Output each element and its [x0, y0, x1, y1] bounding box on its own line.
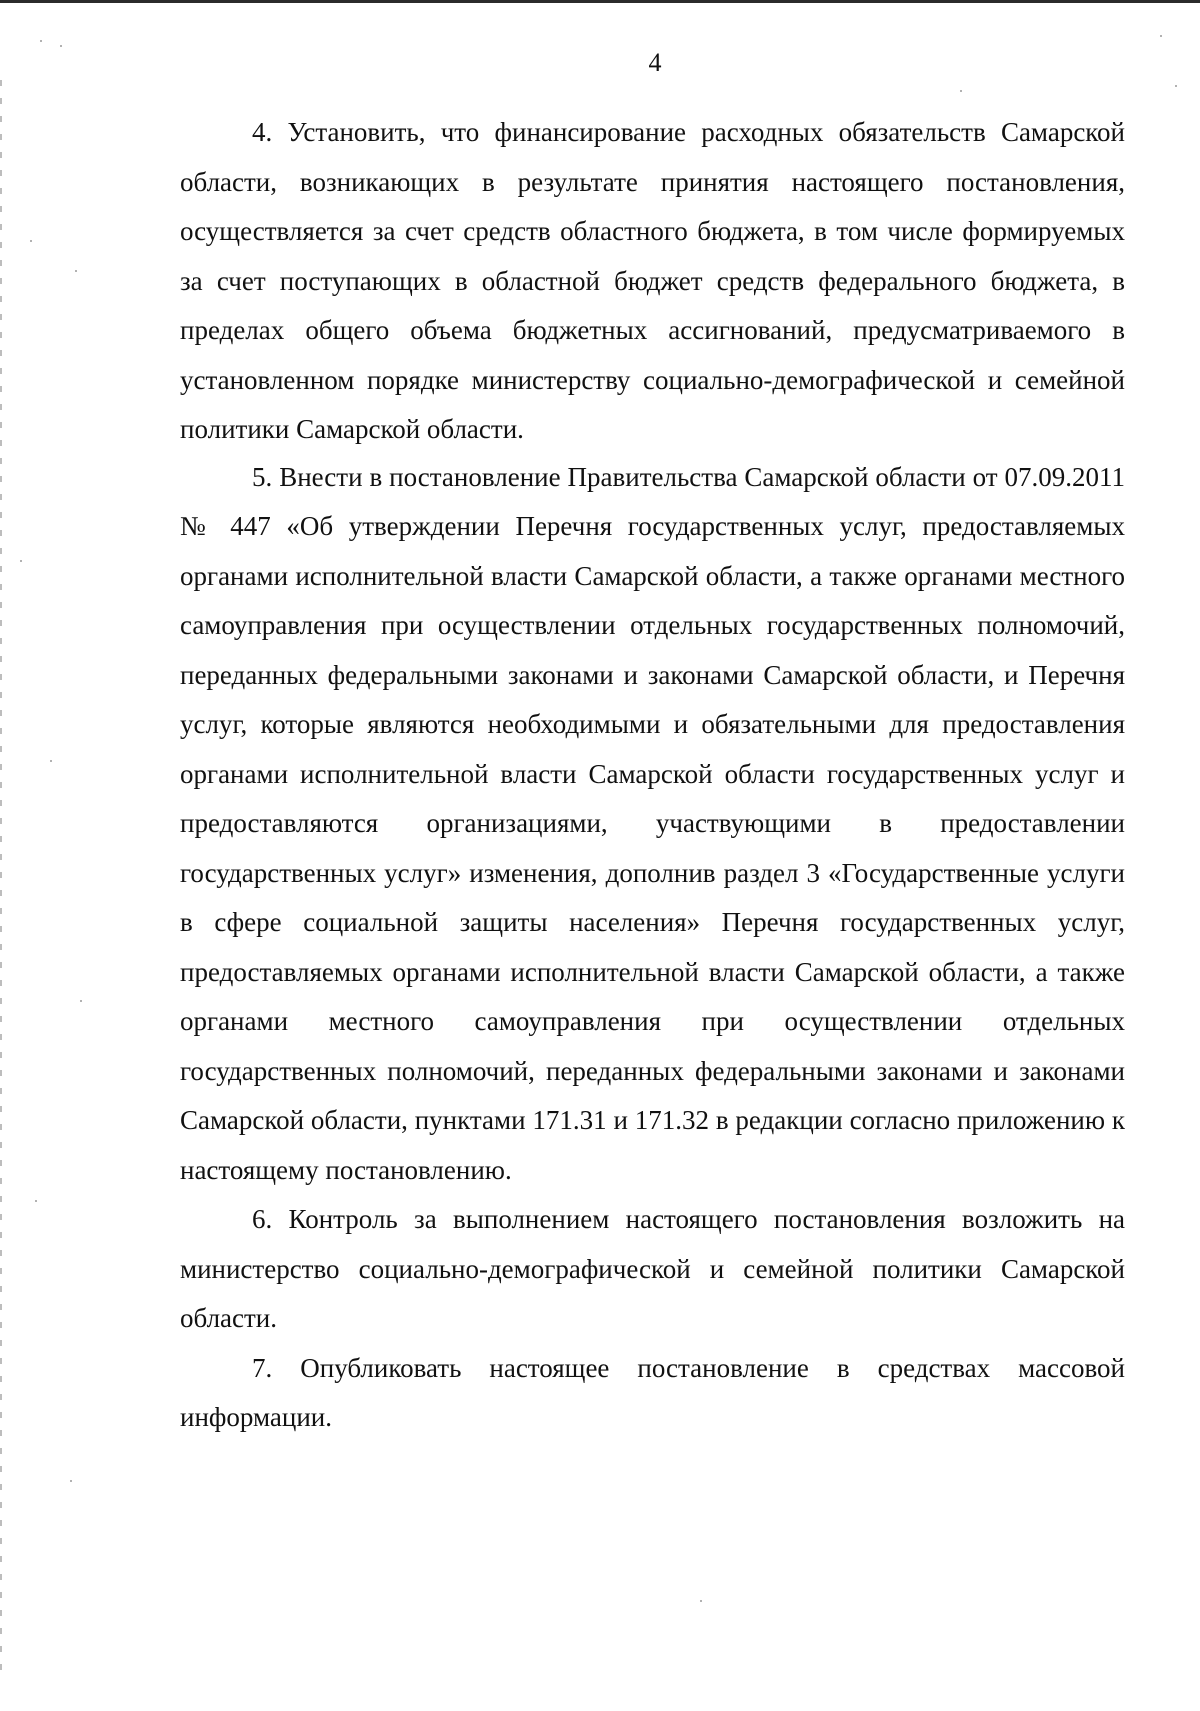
scan-speck — [35, 1200, 37, 1202]
scan-speck — [1175, 85, 1177, 87]
scan-speck — [60, 45, 62, 47]
paragraph-5: 5. Внести в постановление Правительства Самарской области от 07.09.2011 № 447 «Об утверждении Перечня государственных услуг, предоставляемых органами исполнительной власти Самарской области, а также органами местного самоуправления при осуществлении отдельных государственных полномочий, переданных федеральными законами и законами Самарской области, и Перечня услуг, которые являются необходимыми и обязательными для предоставления органами исполнительной власти Самарской области государственных услуг и предоставляются организациями, участвующими в предоставлении государственных услуг» изменения, дополнив раздел 3 «Государственные услуги в сфере социальной защиты населения» Перечня государственных услуг, предоставляемых органами исполнительной власти Самарской области, а также органами местного самоуправления при осуществлении отдельных государственных полномочий, переданных федеральными законами и законами Самарской области, пунктами 171.31 и 171.32 в редакции согласно приложению к настоящему постановлению. — [180, 461, 1125, 1185]
scan-speck — [1160, 35, 1162, 37]
paragraph-7: 7. Опубликовать настоящее постановление в средствах массовой информации. — [180, 1352, 1125, 1432]
scan-speck — [50, 760, 52, 762]
left-scan-edge — [0, 80, 2, 1680]
scan-speck — [40, 40, 42, 42]
paragraph-6: 6. Контроль за выполнением настоящего постановления возложить на министерство социально-демографической и семейной политики Самарской области. — [180, 1204, 1125, 1333]
scan-speck — [20, 560, 22, 562]
page-number: 4 — [648, 48, 662, 77]
scan-speck — [75, 270, 77, 272]
scan-speck — [30, 240, 32, 242]
scan-speck — [70, 1480, 72, 1482]
document-body — [180, 108, 1125, 1443]
scan-speck — [700, 1600, 702, 1602]
scan-speck — [80, 1000, 82, 1002]
top-border-line — [0, 0, 1200, 3]
paragraph-4: 4. Установить, что финансирование расходных обязательств Самарской области, возникающих в результате принятия настоящего постановления, осуществляется за счет средств областного бюджета, в том числе формируемых за счет поступающих в областной бюджет средств федерального бюджета, в пределах общего объема бюджетных ассигнований, предусматриваемого в установленном порядке министерству социально-демографической и семейной политики Самарской области. — [180, 117, 1125, 444]
scan-speck — [960, 90, 962, 92]
